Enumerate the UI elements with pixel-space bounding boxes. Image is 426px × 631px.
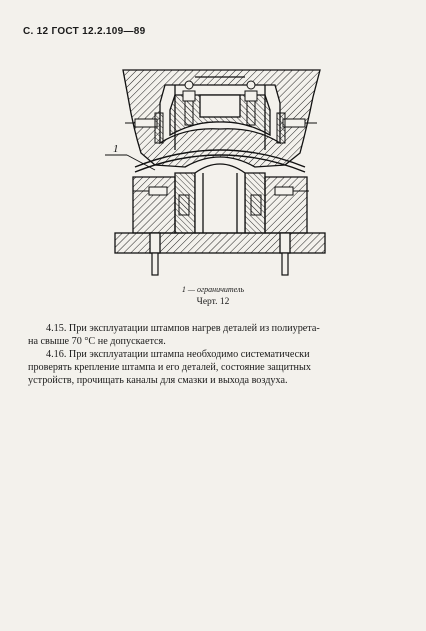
figure-caption: Черт. 12	[196, 297, 230, 307]
guide-pins	[152, 253, 288, 275]
base-plate	[115, 233, 325, 253]
paragraph-line: 4.15. При эксплуатации штампов нагрев деталей из полиурета-	[46, 323, 320, 334]
die-cross-section-drawing	[95, 55, 345, 283]
paragraph-line: проверять крепление штампа и его деталей, состояние защитных	[28, 362, 311, 373]
paragraph-line: 4.16. При эксплуатации штампа необходимо систематически	[46, 349, 310, 360]
lower-die	[133, 164, 307, 233]
paragraph-4-15	[28, 322, 404, 348]
callout-number: 1	[113, 143, 119, 155]
technical-drawing	[95, 55, 345, 283]
paragraph-line: на свыше 70 °С не допускается.	[28, 336, 166, 347]
paragraph-4-16	[28, 348, 404, 387]
paragraph-line: устройств, прочищать каналы для смазки и выхода воздуха.	[28, 375, 288, 386]
page-header: С. 12 ГОСТ 12.2.109—89	[23, 26, 146, 37]
figure-legend: 1 — ограничитель	[181, 285, 245, 294]
